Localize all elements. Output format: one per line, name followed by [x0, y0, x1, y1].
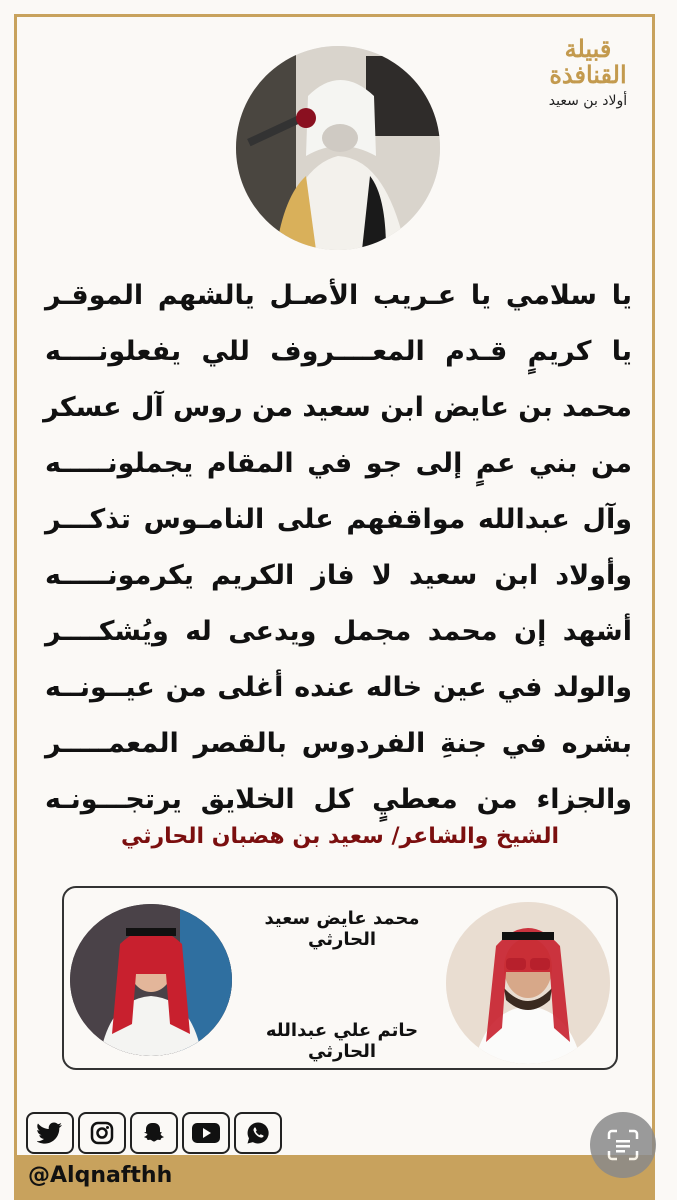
twitter-icon[interactable]: [26, 1112, 74, 1154]
poem-verse: والجزاء من معطيٍ كل الخلايق يرتجـــونـه: [45, 784, 632, 815]
poem-verse: وآل عبدالله مواقفهم على النامـوس تذكـــر: [45, 504, 632, 535]
social-icons: [26, 1112, 282, 1154]
logo-subtitle: أولاد بن سعيد: [548, 92, 628, 109]
poem-verse: أشهد إن محمد مجمل ويدعى له ويُشكــــر: [45, 616, 632, 647]
honoree-name-bottom: حاتم علي عبدالله الحارثي: [265, 1020, 419, 1062]
whatsapp-icon[interactable]: [234, 1112, 282, 1154]
logo-title-line1: قبيلة: [564, 34, 612, 63]
snapchat-icon[interactable]: [130, 1112, 178, 1154]
child-photo: [70, 904, 232, 1056]
sheikh-portrait: [236, 46, 440, 250]
logo-title-line2: القنافذة: [549, 60, 627, 90]
social-handle: @Alqnafthh: [28, 1163, 173, 1188]
honoree-name-top: محمد عايض سعيد الحارثي: [264, 908, 420, 950]
poem-verse: وأولاد ابن سعيد لا فاز الكريم يكرمونـــــه: [45, 560, 632, 591]
instagram-icon[interactable]: [78, 1112, 126, 1154]
poem: [45, 268, 632, 828]
poet-credit: الشيخ والشاعر/ سعيد بن هضبان الحارثي: [120, 824, 560, 849]
poem-verse: يا كريمٍ قـدم المعــــروف للي يفعلونــــه: [45, 336, 632, 367]
young-man-photo: [446, 902, 610, 1064]
poem-verse: يا سلامي يا عـريب الأصـل يالشهم الموقـر: [45, 280, 632, 311]
tribe-logo: [533, 36, 643, 109]
poem-verse: من بني عمٍ إلى جو في المقام يجملونـــــه: [45, 448, 632, 479]
scan-text-button[interactable]: [590, 1112, 656, 1178]
poem-verse: بشره في جنةِ الفردوس بالقصر المعمـــــر: [45, 728, 632, 759]
honorees-card: [62, 886, 618, 1070]
youtube-icon[interactable]: [182, 1112, 230, 1154]
poem-verse: والولد في عين خاله عنده أغلى من عيــونــه: [45, 672, 632, 703]
poem-verse: محمد بن عايض ابن سعيد من روس آل عسكر: [43, 392, 632, 423]
